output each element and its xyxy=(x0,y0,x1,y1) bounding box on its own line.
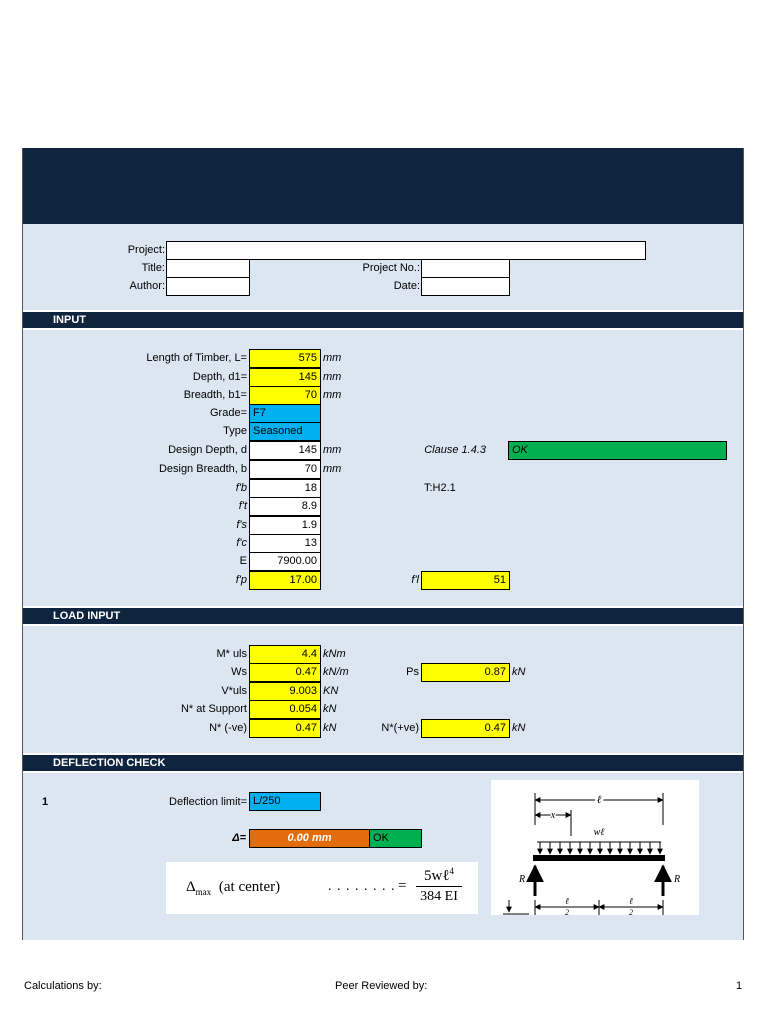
fb-label: f'b xyxy=(235,482,247,494)
formula-delta: Δ xyxy=(186,879,196,895)
ps-label: Ps xyxy=(406,666,419,678)
clause-reference: Clause 1.4.3 xyxy=(424,444,486,456)
peer-reviewed-by: Peer Reviewed by: xyxy=(335,980,428,992)
design-depth-value: 145 xyxy=(249,441,321,460)
n-neg-label: N* (-ve) xyxy=(209,722,247,734)
v-uls-unit: KN xyxy=(323,685,339,697)
deflection-status: OK xyxy=(369,829,422,848)
grade-label: Grade= xyxy=(210,407,247,419)
depth-input[interactable]: 145 xyxy=(249,368,321,387)
length-input[interactable]: 575 xyxy=(249,349,321,368)
page-number: 1 xyxy=(736,980,743,992)
design-breadth-unit: mm xyxy=(323,463,342,475)
breadth-label: Breadth, b1= xyxy=(183,389,247,401)
project-field[interactable] xyxy=(166,241,646,260)
breadth-unit: mm xyxy=(323,389,342,401)
fl-label: f'l xyxy=(411,574,419,586)
grade-select[interactable]: F7 xyxy=(249,404,321,423)
ft-label: f't xyxy=(238,500,247,512)
table-reference: T:H2.1 xyxy=(424,482,456,494)
x-label: x xyxy=(550,810,556,821)
beam-diagram xyxy=(491,780,699,915)
delta-label: Δ= xyxy=(232,832,246,844)
fs-label: f's xyxy=(236,519,247,531)
m-uls-unit: kNm xyxy=(323,648,346,660)
breadth-input[interactable]: 70 xyxy=(249,386,321,405)
beam xyxy=(533,855,665,861)
project-label: Project: xyxy=(127,244,165,256)
section-header-load-input: LOAD INPUT xyxy=(23,606,743,626)
section-header-deflection: DEFLECTION CHECK xyxy=(23,753,743,773)
length-label: Length of Timber, L= xyxy=(146,352,247,364)
ps-input[interactable]: 0.87 xyxy=(421,663,510,682)
type-label: Type xyxy=(223,425,247,437)
right-half-label: ℓ xyxy=(629,896,633,906)
fp-value: 17.00 xyxy=(249,571,321,590)
date-field[interactable] xyxy=(421,277,510,296)
depth-label: Depth, d1= xyxy=(192,371,247,383)
n-pos-input[interactable]: 0.47 xyxy=(421,719,510,738)
design-depth-label: Design Depth, d xyxy=(168,444,247,456)
beam-diagram-svg xyxy=(491,780,699,915)
right-half-denominator: 2 xyxy=(629,908,633,915)
deflection-item-number: 1 xyxy=(42,796,49,808)
right-reaction-label: R xyxy=(673,874,681,885)
distributed-load-arrows xyxy=(537,842,661,854)
fc-value: 13 xyxy=(249,534,321,553)
load-label: wℓ xyxy=(593,827,605,838)
project-no-field[interactable] xyxy=(421,259,510,278)
length-unit: mm xyxy=(323,352,342,364)
fs-value: 1.9 xyxy=(249,516,321,535)
fl-value: 51 xyxy=(421,571,510,590)
title-label: Title: xyxy=(141,262,165,274)
depth-unit: mm xyxy=(323,371,342,383)
ps-unit: kN xyxy=(512,666,526,678)
m-uls-label: M* uls xyxy=(216,648,247,660)
n-support-unit: kN xyxy=(323,703,337,715)
e-value: 7900.00 xyxy=(249,552,321,571)
fp-label: f'p xyxy=(235,574,247,586)
formula-dots: . . . . . . . . xyxy=(328,879,396,894)
date-label: Date: xyxy=(393,280,420,292)
left-half-label: ℓ xyxy=(565,896,569,906)
deflection-limit-label: Deflection limit= xyxy=(169,796,247,808)
n-neg-unit: kN xyxy=(323,722,337,734)
project-no-label: Project No.: xyxy=(362,262,420,274)
fb-value: 18 xyxy=(249,479,321,498)
ft-value: 8.9 xyxy=(249,497,321,516)
author-field[interactable] xyxy=(166,277,250,296)
formula-numerator: 5wℓ xyxy=(423,868,450,884)
formula-equals: = xyxy=(398,878,407,894)
formula-sub: max xyxy=(195,887,212,897)
author-label: Author: xyxy=(129,280,165,292)
ws-unit: kN/m xyxy=(323,666,349,678)
deflection-limit-select[interactable]: L/250 xyxy=(249,792,321,811)
section-header-input: INPUT xyxy=(23,310,743,330)
delta-value: 0.00 mm xyxy=(249,829,370,848)
ws-input[interactable]: 0.47 xyxy=(249,663,321,682)
design-breadth-label: Design Breadth, b xyxy=(158,463,247,475)
n-support-input[interactable]: 0.054 xyxy=(249,700,321,719)
span-label: ℓ xyxy=(596,794,602,806)
v-uls-input[interactable]: 9.003 xyxy=(249,682,321,701)
design-breadth-value: 70 xyxy=(249,460,321,479)
design-depth-unit: mm xyxy=(323,444,342,456)
deflection-formula xyxy=(166,862,478,914)
formula-text: (at center) xyxy=(218,879,281,895)
formula-fraction-bar xyxy=(416,886,462,887)
v-uls-label: V*uls xyxy=(221,685,247,697)
n-pos-label: N*(+ve) xyxy=(381,722,419,734)
n-pos-unit: kN xyxy=(512,722,526,734)
formula-exponent: 4 xyxy=(449,866,455,876)
n-neg-input[interactable]: 0.47 xyxy=(249,719,321,738)
calculations-by: Calculations by: xyxy=(24,980,102,992)
title-field[interactable] xyxy=(166,259,250,278)
formula-denominator: 384 EI xyxy=(420,889,458,904)
e-label: E xyxy=(239,555,247,567)
left-half-denominator: 2 xyxy=(565,908,569,915)
n-support-label: N* at Support xyxy=(180,703,247,715)
m-uls-input[interactable]: 4.4 xyxy=(249,645,321,664)
type-select[interactable]: Seasoned xyxy=(249,422,321,441)
left-reaction-label: R xyxy=(518,874,526,885)
fc-label: f'c xyxy=(236,537,247,549)
ws-label: Ws xyxy=(231,666,247,678)
title-banner xyxy=(23,148,743,224)
clause-status: OK xyxy=(508,441,727,460)
